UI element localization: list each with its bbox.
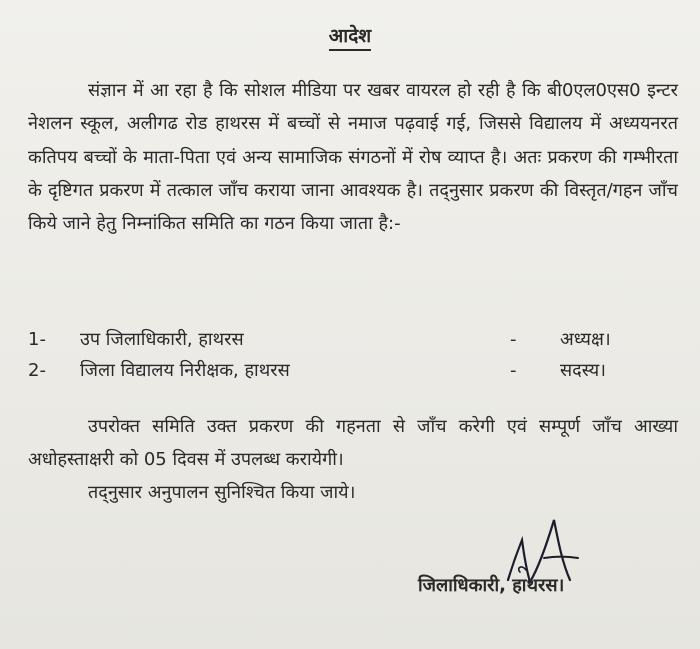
committee-row-1 — [28, 325, 658, 355]
committee-number: 2- — [28, 360, 46, 381]
order-paragraph-3: तद्नुसार अनुपालन सुनिश्चित किया जाये। — [88, 482, 356, 503]
document-title — [0, 22, 700, 48]
signatory-designation: जिलाधिकारी, हाथरस। — [418, 575, 565, 596]
order-paragraph-2: उपरोक्त समिति उक्त प्रकरण की गहनता से जाँच करेगी एवं सम्पूर्ण जाँच आख्या अधोहस्ताक्षरी को 05 दिवस में उपलब्ध करायेगी। — [28, 416, 678, 471]
committee-row-2 — [28, 356, 658, 386]
committee-role: अध्यक्ष। — [560, 329, 611, 350]
committee-role: सदस्य। — [560, 360, 606, 381]
committee-number: 1- — [28, 329, 46, 350]
committee-dash: - — [510, 360, 517, 381]
order-paragraph-1: संज्ञान में आ रहा है कि सोशल मीडिया पर खबर वायरल हो रही है कि बी0एल0एस0 इन्टर नेशलन स्कूल, अलीगढ रोड हाथरस में बच्चों से नमाज पढ़वाई गई, जिससे विद्यालय में अध्ययनरत कतिपय बच्चों के माता-पिता एवं अन्य सामाजिक संगठनों में रोष व्याप्त है। अतः प्रकरण की गम्भीरता के दृष्टिगत प्रकरण में तत्काल जाँच कराया जाना आवश्यक है। तद्नुसार प्रकरण की विस्तृत/गहन जाँच किये जाने हेतु निम्नांकित समिति का गठन किया जाता है:- — [28, 80, 678, 235]
title-text: आदेश — [329, 25, 371, 51]
committee-post: जिला विद्यालय निरीक्षक, हाथरस — [80, 360, 290, 381]
committee-post: उप जिलाधिकारी, हाथरस — [80, 329, 244, 350]
committee-dash: - — [510, 329, 517, 350]
